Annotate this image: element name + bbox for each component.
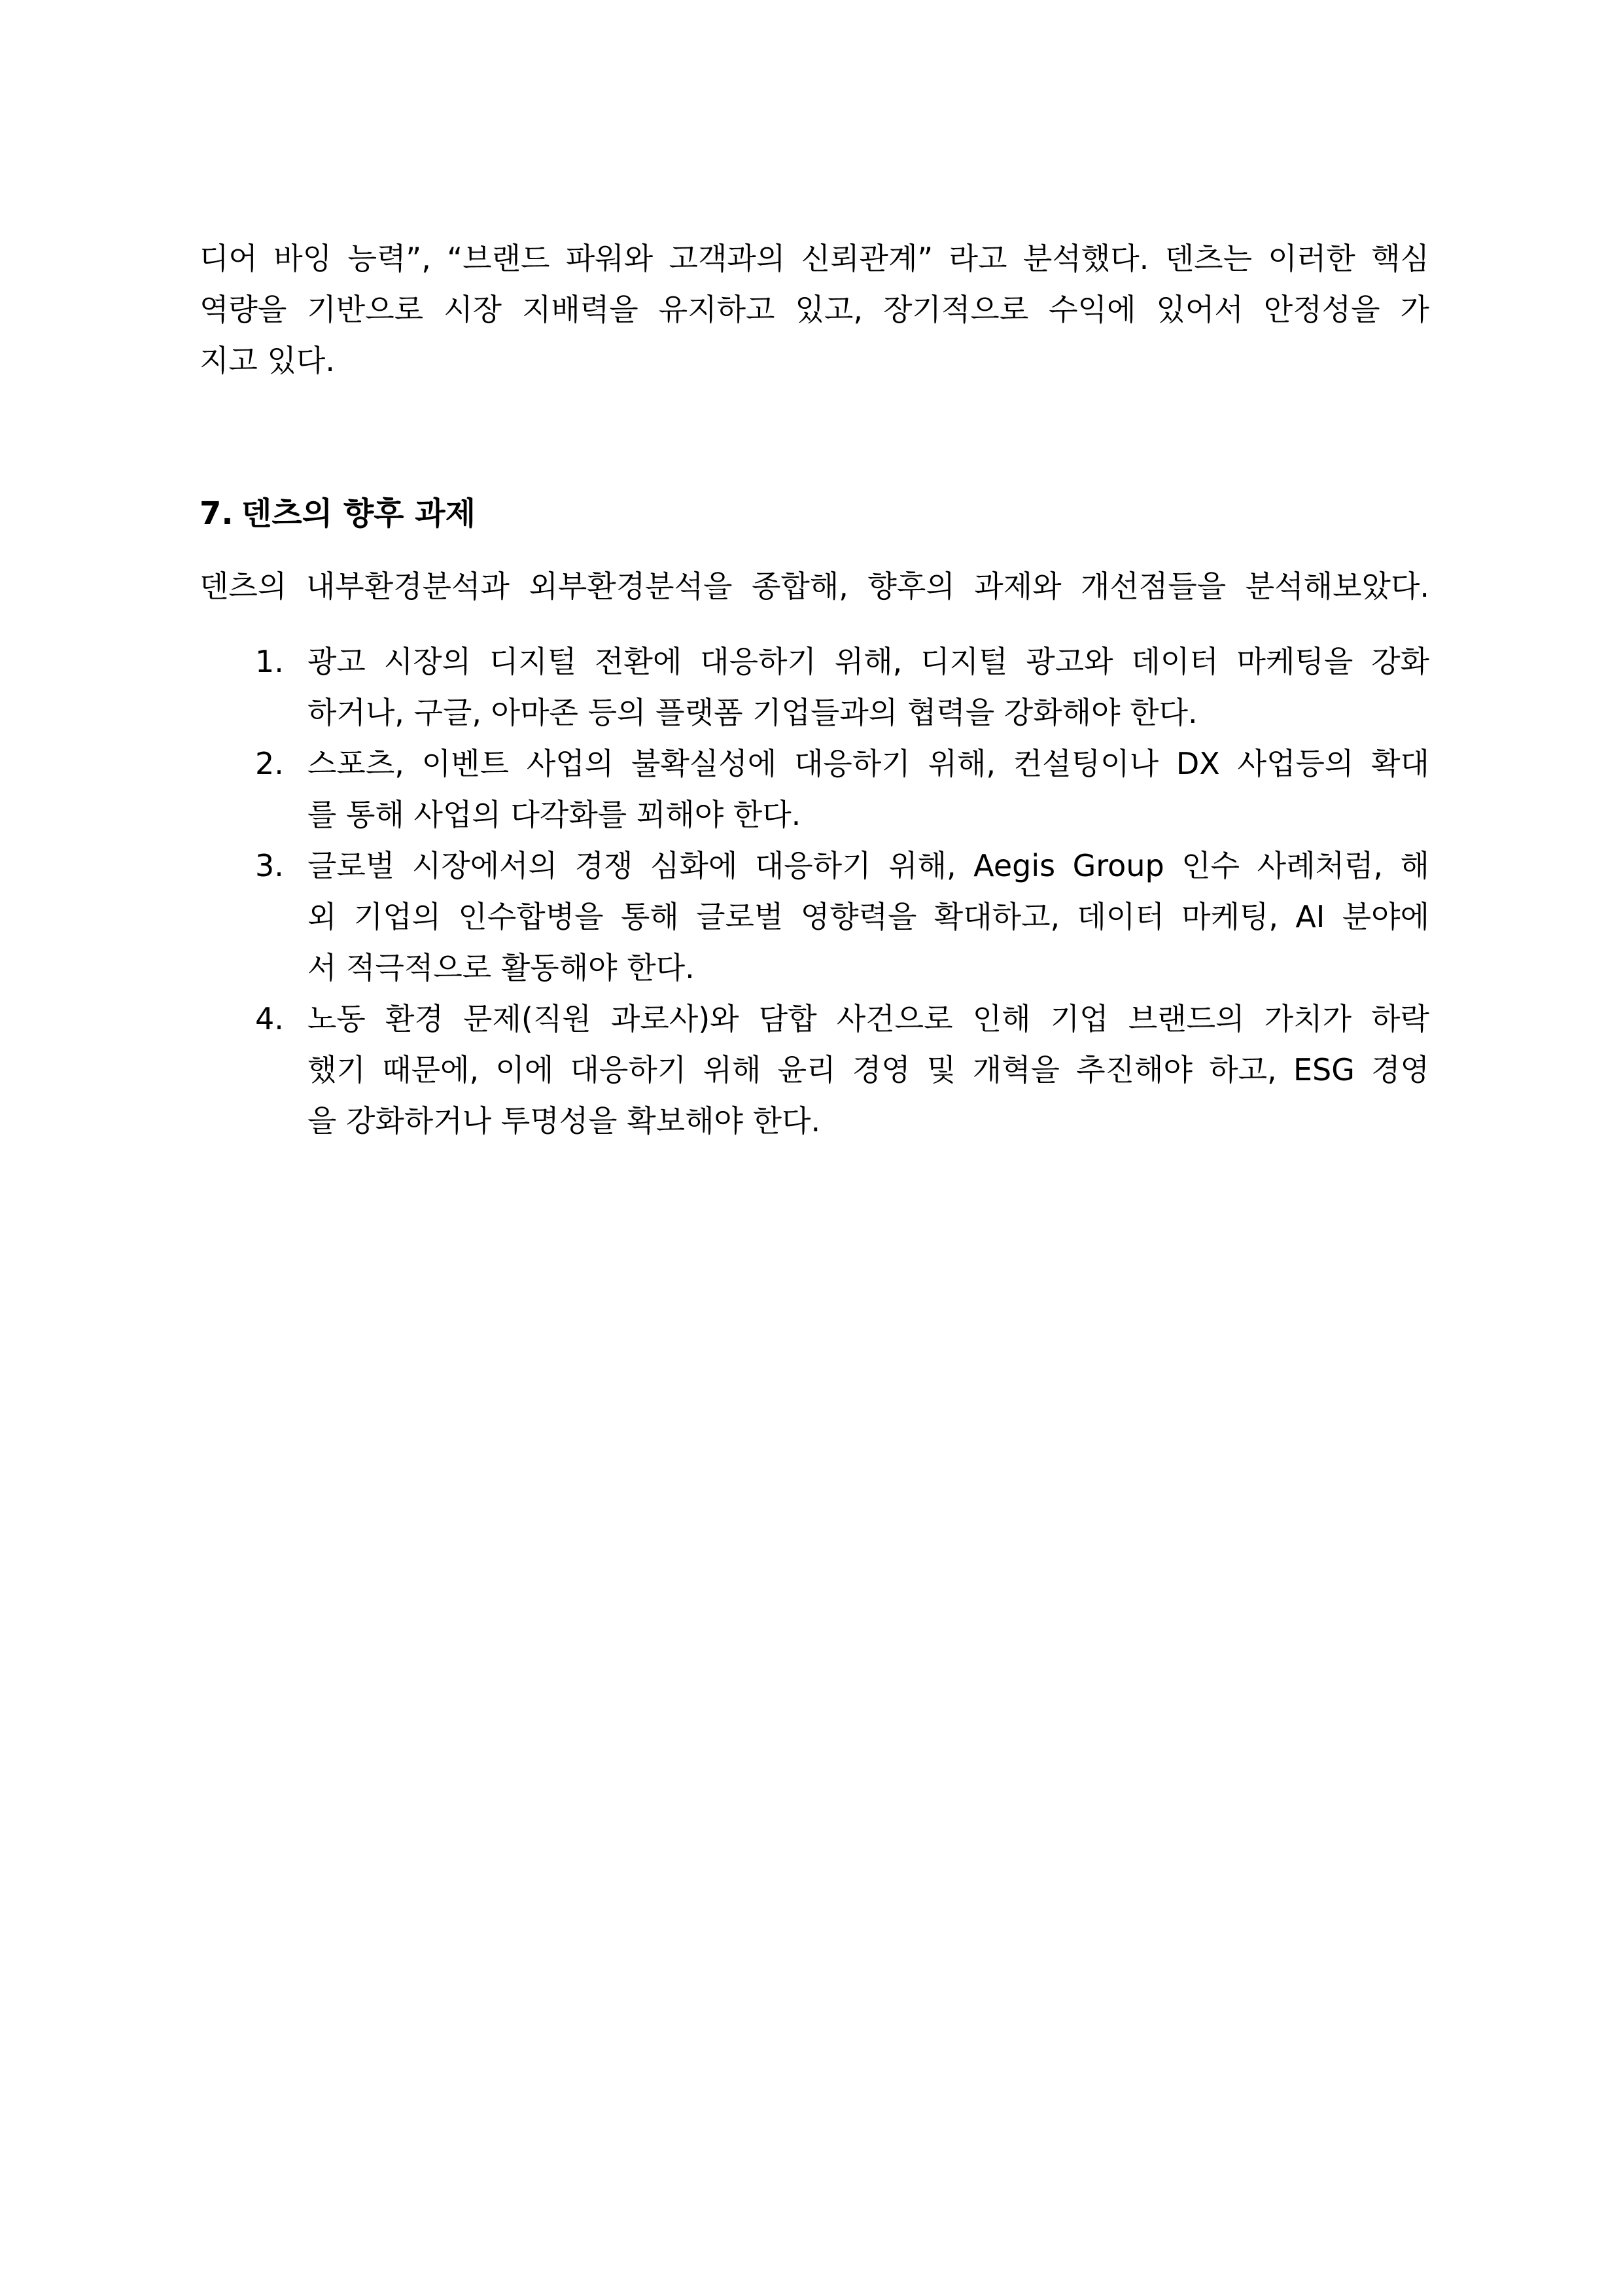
- summary-line: 덴츠의 내부환경분석과 외부환경분석을 종합해, 향후의 과제와 개선점들을 분석해보았다.: [200, 569, 1429, 604]
- list-item-line: 스포츠, 이벤트 사업의 불확실성에 대응하기 위해, 컨설팅이나 DX 사업등의 확대: [307, 746, 1429, 781]
- list-item-line: 외 기업의 인수합병을 통해 글로벌 영향력을 확대하고, 데이터 마케팅, AI 분야에: [307, 899, 1429, 934]
- list-item: [200, 993, 1429, 1146]
- list-item: [200, 738, 1429, 840]
- list-marker: 2.: [255, 746, 284, 781]
- list-item-line: 노동 환경 문제(직원 과로사)와 담합 사건으로 인해 기업 브랜드의 가치가 하락: [307, 1001, 1429, 1036]
- list-item-line: 광고 시장의 디지털 전환에 대응하기 위해, 디지털 광고와 데이터 마케팅을 강화: [307, 644, 1429, 679]
- intro-line: 역량을 기반으로 시장 지배력을 유지하고 있고, 장기적으로 수익에 있어서 안정성을 가: [200, 292, 1429, 327]
- list-marker: 3.: [255, 848, 284, 883]
- list-item-line: 했기 때문에, 이에 대응하기 위해 윤리 경영 및 개혁을 추진해야 하고, ESG 경영: [307, 1052, 1429, 1087]
- numbered-list: [200, 636, 1429, 1146]
- list-marker: 1.: [255, 644, 284, 679]
- section-number: 7.: [200, 495, 234, 532]
- list-item: [200, 840, 1429, 993]
- list-marker: 4.: [255, 1001, 284, 1036]
- section-title: 덴츠의 향후 과제: [241, 495, 476, 532]
- intro-line: 디어 바잉 능력”, “브랜드 파워와 고객과의 신뢰관계” 라고 분석했다. 덴츠는 이러한 핵심: [200, 241, 1429, 276]
- list-item-line: 서 적극적으로 활동해야 한다.: [307, 950, 695, 985]
- list-item-line: 하거나, 구글, 아마존 등의 플랫폼 기업들과의 협력을 강화해야 한다.: [307, 695, 1198, 730]
- intro-paragraph: [200, 233, 1429, 386]
- list-item-line: 을 강화하거나 투명성을 확보해야 한다.: [307, 1103, 821, 1139]
- section-heading: [200, 488, 476, 539]
- section-summary: [200, 561, 1429, 612]
- list-item-line: 글로벌 시장에서의 경쟁 심화에 대응하기 위해, Aegis Group 인수 사례처럼, 해: [307, 848, 1429, 883]
- list-item-line: 를 통해 사업의 다각화를 꾀해야 한다.: [307, 797, 801, 832]
- list-item: [200, 636, 1429, 738]
- intro-line: 지고 있다.: [200, 343, 335, 378]
